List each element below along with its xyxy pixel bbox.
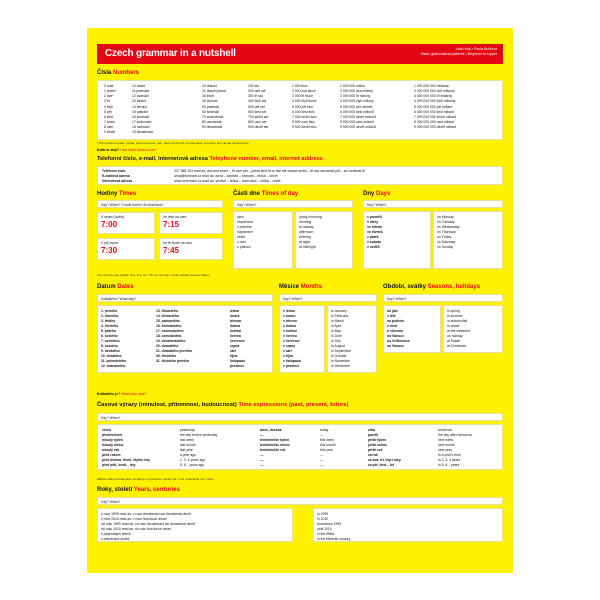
grammar-poster [87, 28, 513, 573]
phone-heading: Telefonní číslo, e-mail, internetová adresa Telephone number, email, internet address [97, 156, 323, 162]
time-box-745: Ve tři čtvrtě na osm. 7:45 [159, 238, 223, 260]
parts-question: Kdy? When? [233, 200, 353, 208]
expressions-note: Můžete také používat slovo se stejným významem: minulý rok = loni, tento/tento rok = letos. [97, 477, 215, 481]
years-cz: v roce 1999 read as: v roce devatenáct set devadesát devět v roce 2010 read as: v roce dva tisíce deset od roku 1999 read as: od roku devatenáct set devadesát devět do roku 2010 read as: do roku dva tisíce deset v padesátých letech v patnáctém století [97, 508, 293, 542]
dates-question: Kolikátého? What day? [97, 294, 273, 302]
seasons-heading: Období, svátky Seasons, holidays [383, 284, 481, 290]
title-banner [97, 44, 503, 64]
months-heading: Měsíce Months [279, 284, 323, 290]
page-title: Czech grammar in a nutshell [105, 48, 236, 59]
dates-heading: Datum Dates [97, 284, 134, 290]
time-box-715: Ve čtvrt na osm. 7:15 [159, 212, 223, 234]
dates-box: 1. prvního 2. druhého 3. třetího 4. čtvrtého 5. pátého 6. šestého 7. sedmého 8. osmého 9. devátého 10. desátého 11. jedenáctého 12. dvanáctého 13. třináctého 14. čtrnáctého 15. patnáctého 16. šestnáctého 17. sedmnáctého 18. osmnáctého 19. devatenáctého 20. dvacátého 21. dvacátého prvního 30. třicátého 31. třicátého prvního ledna února března dubna května června července srpna září října listopadu prosince [97, 305, 273, 373]
numbers-col-tens: 20 dvacet 21 dvacet jedna 30 třicet 40 čtyřicet 50 padesát 60 šedesát 70 sedmdesát 80 osmdesát 90 devadesát [202, 84, 226, 130]
parts-cz: ráno dopoledne v poledne odpoledne večer v noci o půlnoci [233, 211, 293, 269]
days-cz: v pondělí v úterý ve středu ve čtvrtek v pátek v sobotu v neděli [363, 211, 431, 269]
numbers-heading: Čísla Numbers [97, 70, 140, 76]
time-box-730: V půl osmé. 7:30 [97, 238, 155, 260]
days-en: on Monday on Tuesday on Wednesday on Thursday on Friday on Saturday on Sunday [433, 211, 503, 269]
cost-question: Kolik to stojí? How much does it cost? [97, 148, 157, 152]
authors: Lida Holá • Pavla Bořilová Basic grammatical patterns • Beginner to Upper [421, 47, 497, 56]
parts-en: (early) morning morning at midday afternoon evening at night at midnight [295, 211, 353, 269]
phone-box: Telefonní číslo E-mailová adresa Internetová adresa 227 385 163 read as: dva dva sedm – tři osm pět – jedna šest tři or dvě stě dvacet sedm – tři sta osmdesát pět – sto šedesát tři anna@seznam.cz read as: anna – zavináč – seznam – tečka – cézet www.rezervace.cz read as: vévévé – tečka – rezervace – tečka – cézet [97, 166, 503, 185]
days-heading: Dny Days [363, 191, 391, 197]
expressions-question: Kdy? When? [97, 413, 503, 421]
seasons-cz: na jaře v létě na podzim v zimě o víkendu na Vánoce na Velikonoce na Vánoce [383, 305, 441, 353]
parts-heading: Části dne Times of day [233, 191, 299, 197]
date-question: Kolikátého je? What's the date? [97, 392, 147, 396]
numbers-col-teens: 10 deset 11 jedenáct 12 dvanáct 13 třináct 14 čtrnáct 15 patnáct 16 šestnáct 17 sedmnáct 18 osmnáct 19 devatenáct [132, 84, 154, 135]
numbers-col-millions: 1 000 000 milion 2 000 000 dva miliony 3 000 000 tři miliony 4 000 000 čtyři miliony 5 000 000 pět milionů 6 000 000 šest milionů 7 000 000 sedm milionů 8 000 000 osm milionů 9 000 000 devět milionů [340, 84, 377, 130]
numbers-col-hundreds: 100 sto 200 dvě stě 300 tři sta 400 čtyři sta 500 pět set 600 šest set 700 sedm set 800 osm set 900 devět set [248, 84, 269, 130]
time-box-700: V sedm (hodin). 7:00 [97, 212, 155, 234]
months-en: in January in February in March in April in May in June in July in August in September in October in November in December [327, 305, 377, 373]
expressions-heading: Časové výrazy (minulost, přítomnost, budoucnost) Time expressions (past, present, future) [97, 402, 349, 408]
hours-note: You can also use „digital“ time. E.g. on 7:15 you can say v sedm patnáct at seven fifteen. [97, 273, 211, 277]
months-question: Kdy? When? [279, 294, 377, 302]
numbers-col-billions: 1 000 000 000 miliarda 2 000 000 000 dvě miliardy 3 000 000 000 tři miliardy 4 000 000 000 čtyři miliardy 5 000 000 000 pět miliard 6 000 000 000 šest miliard 7 000 000 000 sedm miliard 8 000 000 000 osm miliard 9 000 000 000 devět miliard [414, 84, 456, 130]
seasons-question: Kdy? When? [383, 294, 503, 302]
days-question: Kdy? When? [363, 200, 503, 208]
years-question: Kdy? When? [97, 497, 503, 505]
numbers-col-thousands: 1 000 tisíc 2 000 dva tisíce 3 000 tři tisíce 4 000 čtyři tisíce 5 000 pět tisíc 6 000 šest tisíc 7 000 sedm tisíc 8 000 osm tisíc 9 000 devět tisíc [292, 84, 317, 130]
years-heading: Roky, století Years, centuries [97, 487, 180, 493]
numbers-note: *The numbers jeden, jedna, jedno and dva, dvě, have the forms of masculine, feminine and neuter declensions. [97, 141, 250, 145]
hours-heading: Hodiny Times [97, 191, 137, 197]
hours-question: Kdy? When? V kolik hodin? At what time? [97, 200, 223, 208]
seasons-en: in spring in summer in autumn/fall in winter at the weekend on holiday at Easter at Christmas [443, 305, 503, 353]
expressions-box: včera předevčírem minulý týden minulý měsíc minulý rok před rokem před dvěma, třemi, čtyřmi lety před pěti, šesti... lety yesterday the day before yesterday last week last month last year a year ago 2, 3, 4 years ago 5, 6... years ago dnes, dneska — tento/tenhle týden tento/tenhle měsíc tento/tenhle rok — — — today — this week this month this year — — — zítra pozítří příští týden příští měsíc příští rok za rok za dva, tři, čtyři roky za pět, šest... let tomorrow the day after tomorrow next week next month next year in a year's time in 2, 3, 4 years in 5, 6... years [97, 424, 503, 470]
years-en: in 1999 in 2010 from/since 1999 until 2010 in the fifties in the fifteenth century [313, 508, 503, 542]
numbers-box [97, 80, 503, 140]
numbers-col-units: 0 nula 1 jeden* 2 dva* 3 tři 4 čtyři 5 pět 6 šest 7 sedm 8 osm 9 devět [104, 84, 117, 135]
months-cz: v lednu v únoru v březnu v dubnu v květnu v červnu v červenci v srpnu v září v říjnu v listopadu v prosinci [279, 305, 325, 373]
